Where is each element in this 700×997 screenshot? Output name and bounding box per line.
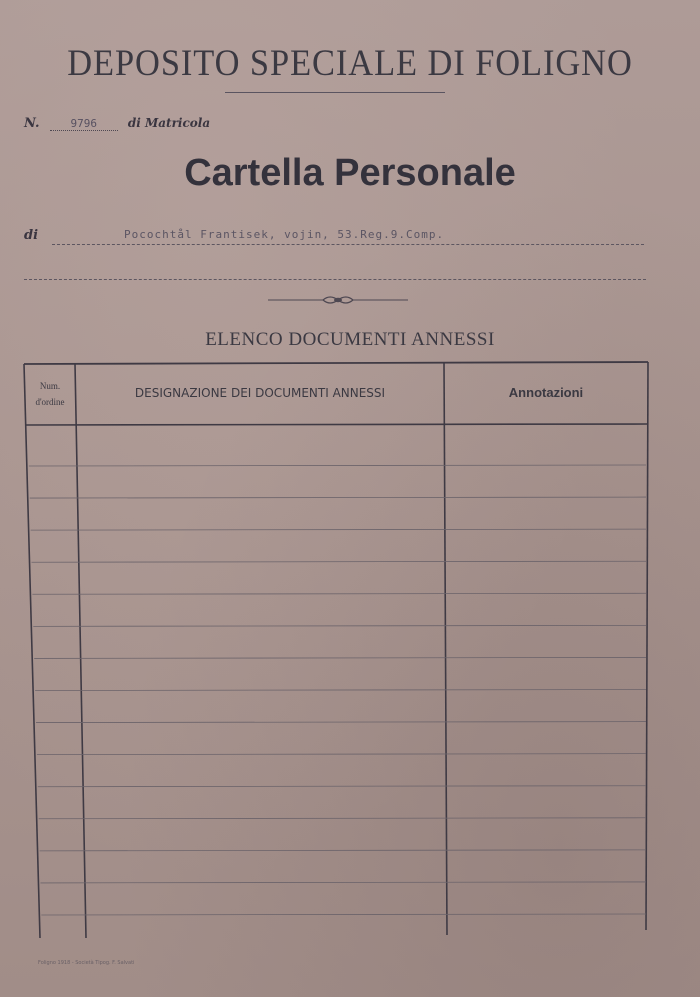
documents-subheading: ELENCO DOCUMENTI ANNESSI [205,329,495,350]
table-row-line [35,690,646,691]
table-row-line [32,593,646,594]
column-header-number-line2: d'ordine [35,397,65,407]
table-row-line [41,914,646,915]
table-row-line [32,561,646,562]
person-value: Pocochtål Frantisek, vojin, 53.Reg.9.Comp. [124,228,445,241]
table-row-line [33,625,646,626]
table-row-line [34,657,646,658]
printer-imprint: Foligno 1918 - Società Tipog. F. Salvati [38,960,135,966]
table-row-line [38,786,646,787]
table-row-line [37,754,646,755]
matricola-label: di Matricola [127,116,211,130]
table-row-line [30,497,646,498]
column-header-number-line1: Num. [39,381,61,391]
table-row-line [36,722,646,723]
column-header-notes: Annotazioni [508,385,584,400]
table-row-line [40,850,646,851]
person-label: di [24,228,39,243]
column-header-number [28,378,72,410]
matricola-number: 9796 [50,117,118,131]
column-header-designation: DESIGNAZIONE DEI DOCUMENTI ANNESSI [134,386,386,400]
page-heading: Cartella Personale [184,152,516,194]
table-row-line [29,465,646,466]
table-row-line [31,529,646,530]
matricola-prefix: N. [24,116,40,131]
table-row-line [39,818,646,819]
document-title: DEPOSITO SPECIALE DI FOLIGNO [67,43,633,84]
table-row-line [40,882,646,883]
